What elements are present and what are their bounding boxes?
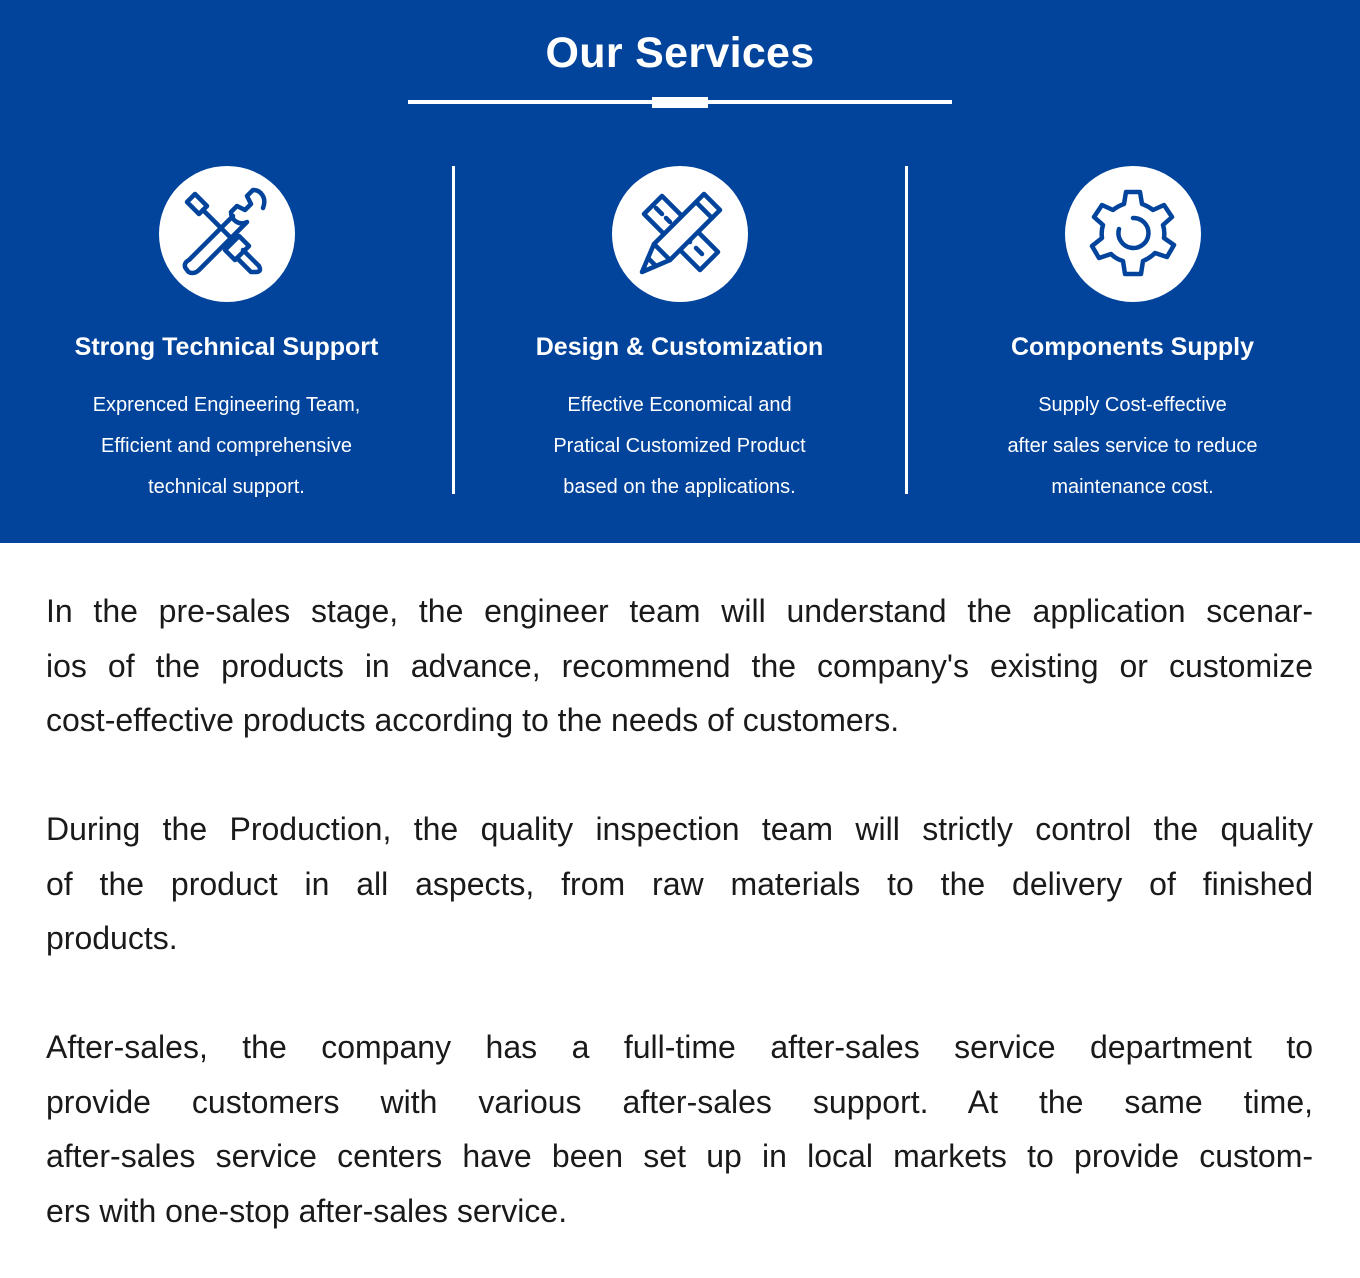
title-underline-accent — [652, 97, 708, 108]
services-banner — [0, 0, 1360, 543]
service-description-line: Pratical Customized Product — [553, 435, 806, 457]
pre-sales-paragraph — [46, 584, 1313, 748]
service-description-line: after sales service to reduce — [1007, 435, 1258, 457]
paragraph-line: In the pre-sales stage, the engineer team will understand the application scenar- — [46, 593, 1313, 629]
paragraph-line: After-sales, the company has a full-time after-sales service department to — [46, 1029, 1313, 1065]
tools-icon — [159, 166, 295, 302]
service-card-technical-support — [0, 166, 453, 526]
service-card-components-supply — [906, 166, 1359, 526]
service-description-line: Effective Economical and — [567, 394, 792, 416]
production-paragraph — [46, 802, 1313, 966]
paragraph-line: after-sales service centers have been set up in local markets to provide custom- — [46, 1138, 1313, 1174]
service-description-line: Efficient and comprehensive — [101, 435, 352, 457]
paragraph-line: of the product in all aspects, from raw materials to the delivery of finished — [46, 865, 1313, 902]
paragraph-line: provide customers with various after-sales support. At the same time, — [46, 1083, 1313, 1120]
paragraph-line: ers with one-stop after-sales service. — [46, 1192, 568, 1229]
gear-icon — [1065, 166, 1201, 302]
after-sales-paragraph — [46, 1020, 1313, 1238]
paragraph-line: products. — [46, 920, 178, 956]
service-title: Components Supply — [1010, 333, 1255, 361]
paragraph-line: ios of the products in advance, recommend the company's existing or customize — [46, 647, 1313, 684]
service-description-line: maintenance cost. — [1051, 476, 1214, 498]
service-title: Strong Technical Support — [74, 333, 379, 361]
design-pencil-ruler-icon — [612, 166, 748, 302]
service-description-line: Exprenced Engineering Team, — [92, 394, 361, 416]
service-title: Design & Customization — [535, 333, 824, 361]
service-description-line: based on the applications. — [563, 476, 796, 498]
service-description-line: Supply Cost-effective — [1038, 394, 1227, 416]
service-description-line: technical support. — [148, 476, 305, 498]
page-title: Our Services — [545, 29, 815, 77]
paragraph-line: cost-effective products according to the needs of customers. — [46, 702, 900, 738]
service-card-design-customization — [453, 166, 906, 526]
paragraph-line: During the Production, the quality inspection team will strictly control the quality — [46, 811, 1313, 847]
